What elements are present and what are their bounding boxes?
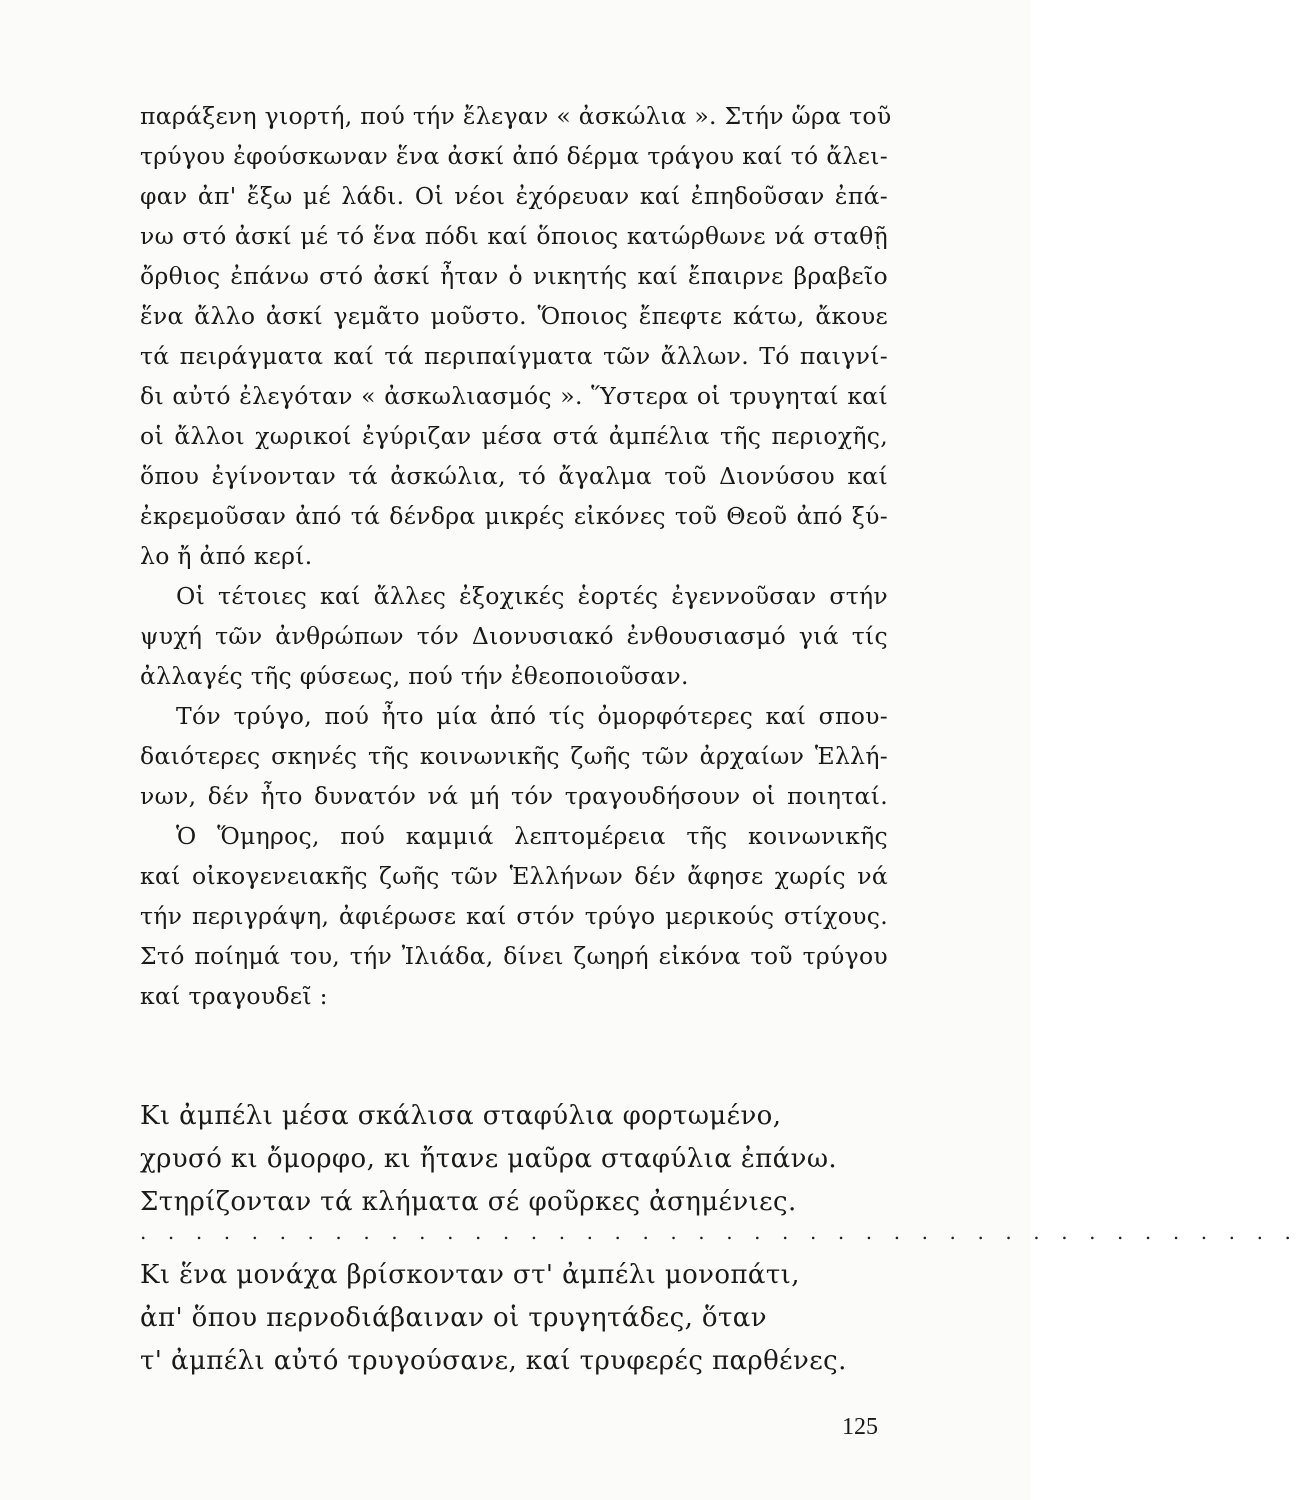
text-line: οἱ ἄλλοι χωρικοί ἐγύριζαν μέσα στά ἀμπέλια τῆς περιοχῆς,: [140, 422, 888, 450]
verse-line: ἀπ' ὅπου περνοδιάβαιναν οἱ τρυγητάδες, ὅταν: [140, 1303, 767, 1333]
verse-line: Κι ἕνα μονάχα βρίσκονταν στ' ἀμπέλι μονοπάτι,: [140, 1260, 800, 1290]
text-line: ἀλλαγές τῆς φύσεως, πού τήν ἐθεοποιοῦσαν.: [140, 662, 689, 690]
text-line: ψυχή τῶν ἀνθρώπων τόν Διονυσιακό ἐνθουσιασμό γιά τίς: [140, 622, 888, 650]
text-line: ὅπου ἐγίνονταν τά ἀσκώλια, τό ἄγαλμα τοῦ Διονύσου καί: [140, 462, 888, 490]
text-line: νω στό ἀσκί μέ τό ἕνα πόδι καί ὅποιος κατώρθωνε νά σταθῇ: [140, 222, 888, 250]
text-line: δι αὐτό ἐλεγόταν « ἀσκωλιασμός ». Ὕστερα οἱ τρυγηταί καί: [140, 382, 888, 410]
text-line: δαιότερες σκηνές τῆς κοινωνικῆς ζωῆς τῶν ἀρχαίων Ἑλλή-: [140, 742, 888, 770]
text-line: καί οἰκογενειακῆς ζωῆς τῶν Ἑλλήνων δέν ἄφησε χωρίς νά: [140, 862, 888, 890]
text-line: Οἱ τέτοιες καί ἄλλες ἐξοχικές ἑορτές ἐγεννοῦσαν στήν: [176, 582, 888, 610]
text-line: παράξενη γιορτή, πού τήν ἔλεγαν « ἀσκώλια ». Στήν ὥρα τοῦ: [140, 102, 892, 130]
text-line: Τόν τρύγο, πού ἦτο μία ἀπό τίς ὀμορφότερες καί σπου-: [176, 702, 888, 730]
text-line: ἐκρεμοῦσαν ἀπό τά δένδρα μικρές εἰκόνες τοῦ Θεοῦ ἀπό ξύ-: [140, 502, 888, 530]
text-line: τρύγου ἐφούσκωναν ἕνα ἀσκί ἀπό δέρμα τράγου καί τό ἄλει-: [140, 142, 888, 170]
text-line: Ὁ Ὅμηρος, πού καμμιά λεπτομέρεια τῆς κοινωνικῆς: [176, 822, 888, 850]
text-line: καί τραγουδεῖ :: [140, 982, 328, 1010]
verse-line: Κι ἀμπέλι μέσα σκάλισα σταφύλια φορτωμένο,: [140, 1101, 782, 1131]
verse-line: τ' ἀμπέλι αὐτό τρυγούσανε, καί τρυφερές παρθένες.: [140, 1346, 847, 1376]
text-line: λο ἤ ἀπό κερί.: [140, 542, 313, 570]
text-line: τά πειράγματα καί τά περιπαίγματα τῶν ἄλλων. Τό παιγνί-: [140, 342, 888, 370]
text-line: Στό ποίημά του, τήν Ἰλιάδα, δίνει ζωηρή εἰκόνα τοῦ τρύγου: [140, 942, 888, 970]
verse-ellipsis: . . . . . . . . . . . . . . . . . . . . . . . . . . . . . . . . . . . . . . . . . .: [140, 1220, 1298, 1244]
text-line: τήν περιγράψη, ἀφιέρωσε καί στόν τρύγο μερικούς στίχους.: [140, 902, 888, 930]
text-line: νων, δέν ἦτο δυνατόν νά μή τόν τραγουδήσουν οἱ ποιηταί.: [140, 782, 888, 810]
text-line: φαν ἀπ' ἔξω μέ λάδι. Οἱ νέοι ἐχόρευαν καί ἐπηδοῦσαν ἐπά-: [140, 182, 888, 210]
verse-line: Στηρίζονταν τά κλήματα σέ φοῦρκες ἀσημένιες.: [140, 1187, 797, 1217]
verse-line: χρυσό κι ὄμορφο, κι ἤτανε μαῦρα σταφύλια ἐπάνω.: [140, 1144, 838, 1174]
page-number: 125: [842, 1414, 878, 1440]
text-line: ὄρθιος ἐπάνω στό ἀσκί ἦταν ὁ νικητής καί ἔπαιρνε βραβεῖο: [140, 262, 888, 290]
text-line: ἕνα ἄλλο ἀσκί γεμᾶτο μοῦστο. Ὅποιος ἔπεφτε κάτω, ἄκουε: [140, 302, 888, 330]
